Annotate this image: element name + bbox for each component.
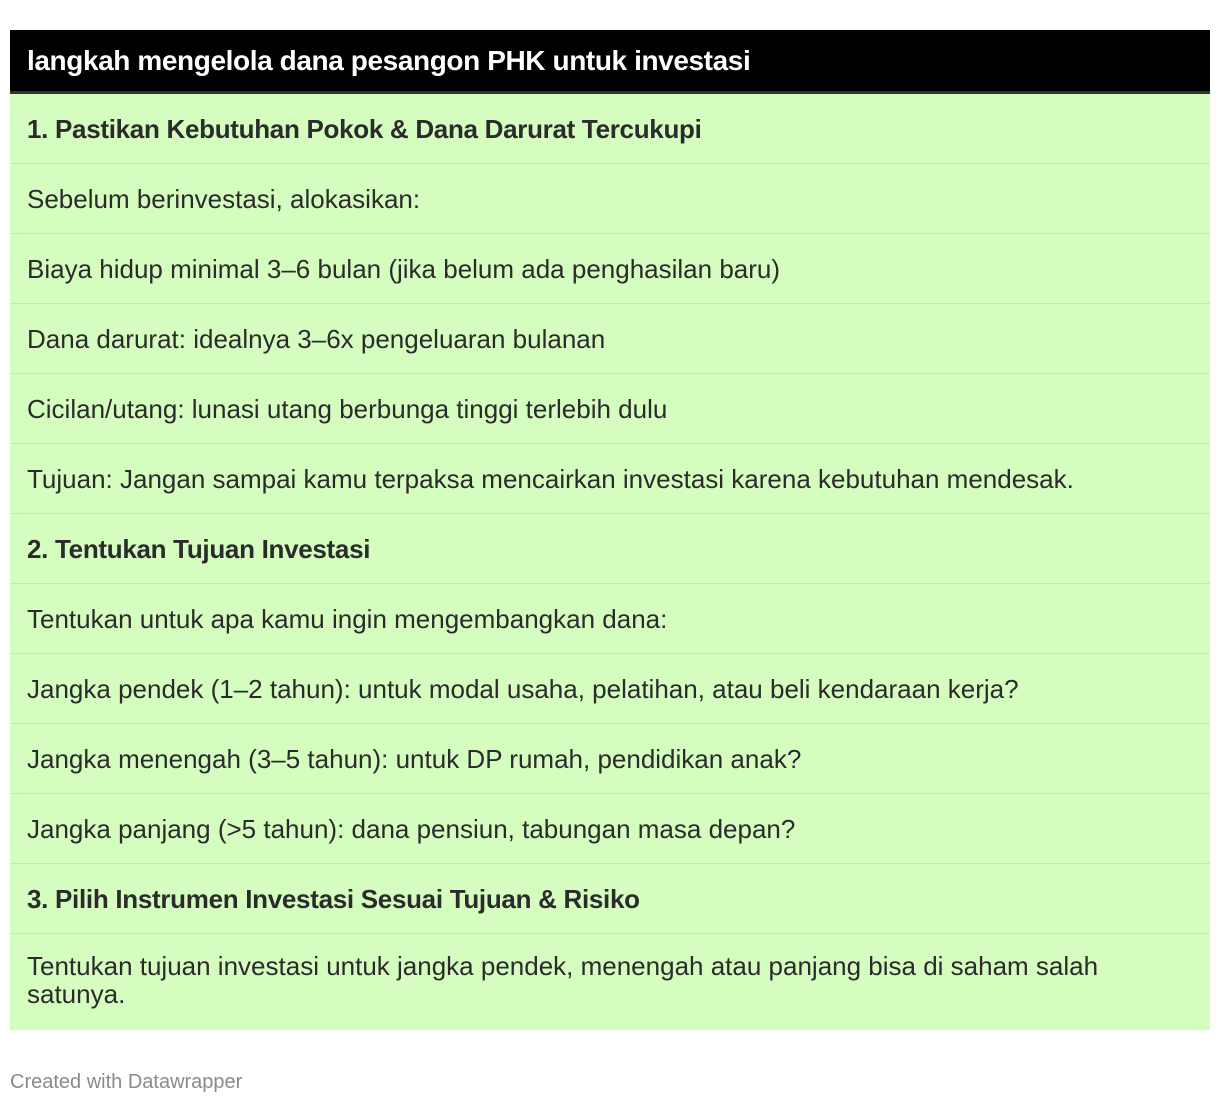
table-row: Tujuan: Jangan sampai kamu terpaksa mencairkan investasi karena kebutuhan mendesak. [10,444,1210,514]
table-row-step-2-heading: 2. Tentukan Tujuan Investasi [10,514,1210,584]
table-row-step-1-heading: 1. Pastikan Kebutuhan Pokok & Dana Darurat Tercukupi [10,94,1210,164]
table-title: langkah mengelola dana pesangon PHK untuk investasi [27,44,751,76]
table-row: Jangka menengah (3–5 tahun): untuk DP rumah, pendidikan anak? [10,724,1210,794]
table-row: Tentukan untuk apa kamu ingin mengembangkan dana: [10,584,1210,654]
table-row: Cicilan/utang: lunasi utang berbunga tinggi terlebih dulu [10,374,1210,444]
table-header [10,30,1210,94]
table-body [10,94,1210,1030]
table-row: Jangka panjang (>5 tahun): dana pensiun, tabungan masa depan? [10,794,1210,864]
datawrapper-credit: Created with Datawrapper [10,1071,243,1093]
table-row-step-3-heading: 3. Pilih Instrumen Investasi Sesuai Tujuan & Risiko [10,864,1210,934]
table-row: Dana darurat: idealnya 3–6x pengeluaran bulanan [10,304,1210,374]
table-row: Jangka pendek (1–2 tahun): untuk modal usaha, pelatihan, atau beli kendaraan kerja? [10,654,1210,724]
table-row: Sebelum berinvestasi, alokasikan: [10,164,1210,234]
table-row: Biaya hidup minimal 3–6 bulan (jika belum ada penghasilan baru) [10,234,1210,304]
data-table [10,30,1210,1030]
table-row: Tentukan tujuan investasi untuk jangka pendek, menengah atau panjang bisa di saham salah satunya. [27,951,1099,1009]
